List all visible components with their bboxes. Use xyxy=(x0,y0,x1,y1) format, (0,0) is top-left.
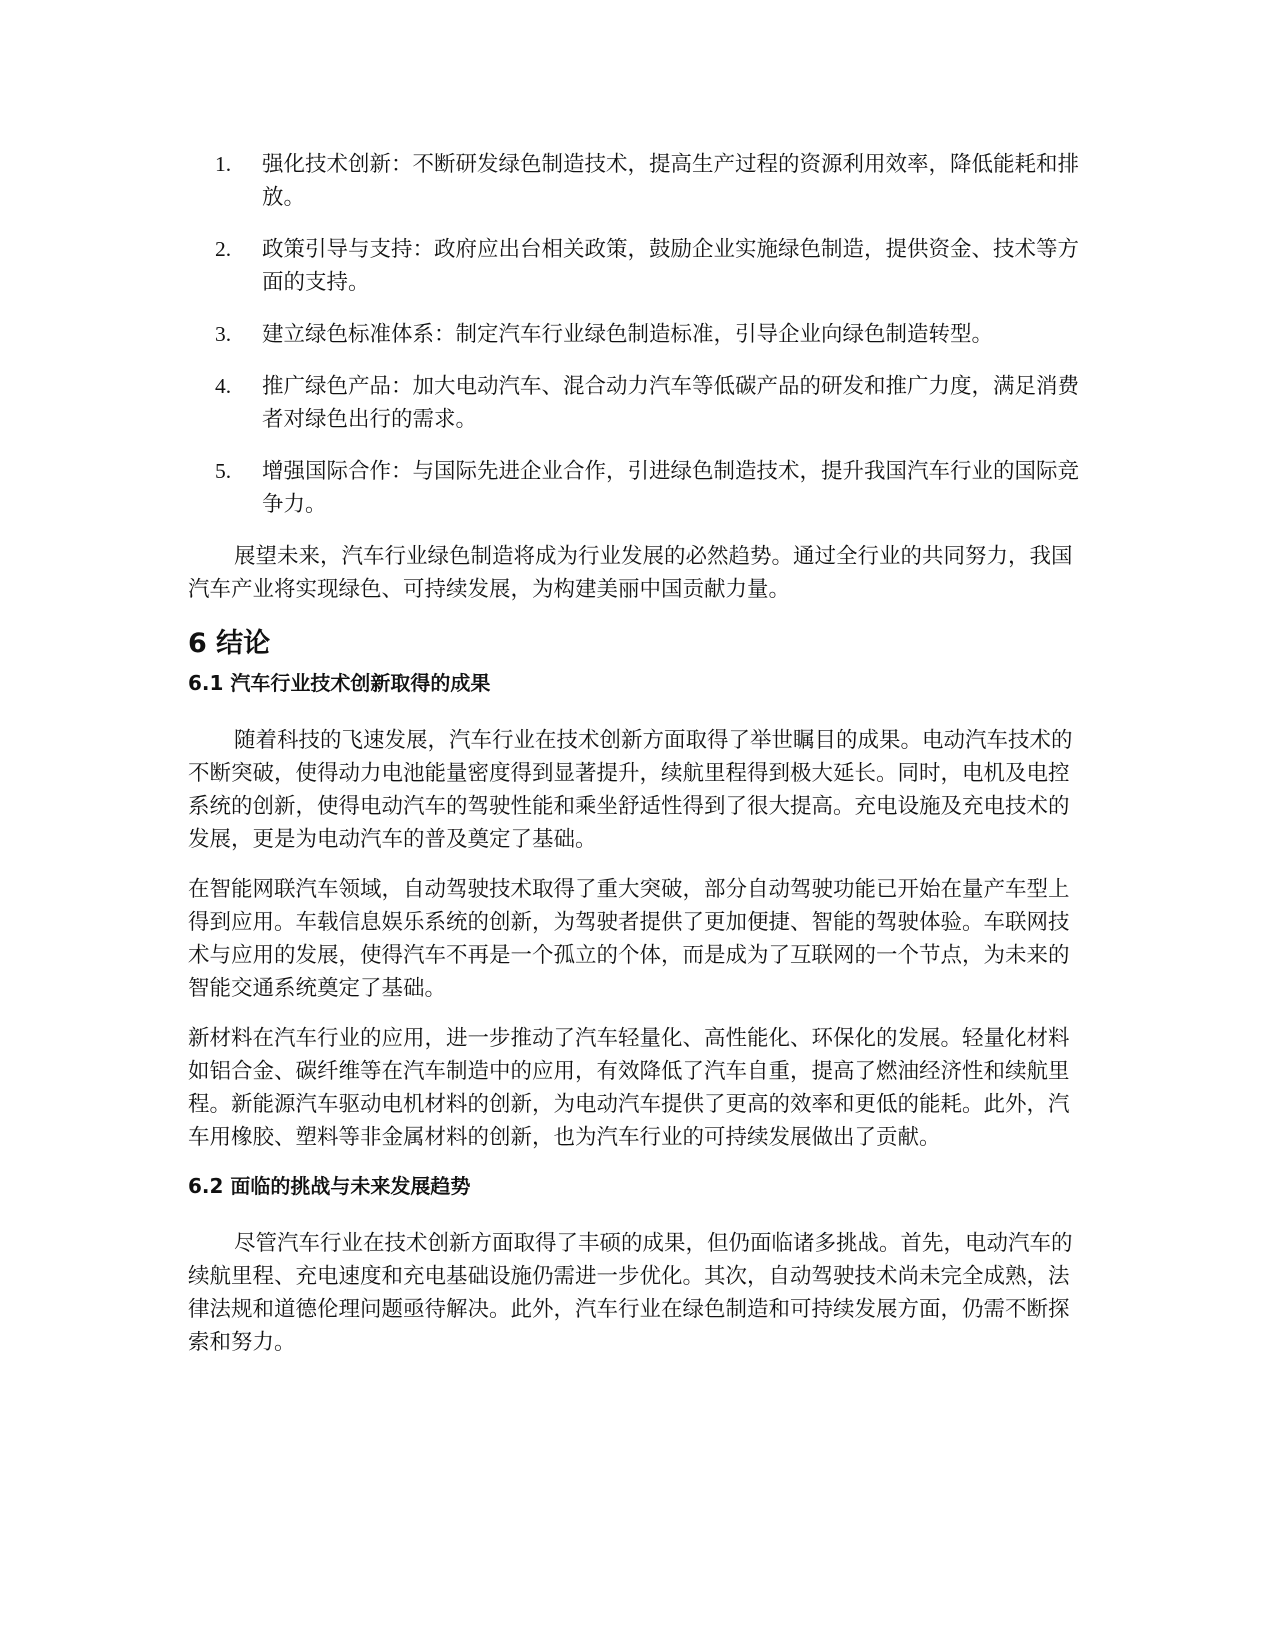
list-text: 增强国际合作：与国际先进企业合作，引进绿色制造技术，提升我国汽车行业的国际竞争力。 xyxy=(262,459,1080,517)
paragraph: 在智能网联汽车领域，自动驾驶技术取得了重大突破，部分自动驾驶功能已开始在量产车型上得到应用。车载信息娱乐系统的创新，为驾驶者提供了更加便捷、智能的驾驶体验。车联网技术与应用的发展，使得汽车不再是一个孤立的个体，而是成为了互联网的一个节点，为未来的智能交通系统奠定了基础。 xyxy=(188,877,1070,1001)
paragraph: 随着科技的飞速发展，汽车行业在技术创新方面取得了举世瞩目的成果。电动汽车技术的不断突破，使得动力电池能量密度得到显著提升，续航里程得到极大延长。同时，电机及电控系统的创新，使得电动汽车的驾驶性能和乘坐舒适性得到了很大提高。充电设施及充电技术的发展，更是为电动汽车的普及奠定了基础。 xyxy=(188,728,1073,852)
paragraph: 新材料在汽车行业的应用，进一步推动了汽车轻量化、高性能化、环保化的发展。轻量化材料如铝合金、碳纤维等在汽车制造中的应用，有效降低了汽车自重，提高了燃油经济性和续航里程。新能源汽车驱动电机材料的创新，为电动汽车提供了更高的效率和更低的能耗。此外，汽车用橡胶、塑料等非金属材料的创新，也为汽车行业的可持续发展做出了贡献。 xyxy=(188,1026,1070,1150)
recommendation-list xyxy=(188,148,1088,521)
list-number: 2. xyxy=(215,237,232,261)
list-number: 1. xyxy=(215,152,232,176)
list-text: 推广绿色产品：加大电动汽车、混合动力汽车等低碳产品的研发和推广力度，满足消费者对绿色出行的需求。 xyxy=(262,374,1080,432)
list-item xyxy=(188,370,1088,436)
list-text: 建立绿色标准体系：制定汽车行业绿色制造标准，引导企业向绿色制造转型。 xyxy=(262,322,994,347)
list-text: 政策引导与支持：政府应出台相关政策，鼓励企业实施绿色制造，提供资金、技术等方面的支持。 xyxy=(262,237,1080,295)
section-title: 6 结论 xyxy=(188,628,271,659)
list-text: 强化技术创新：不断研发绿色制造技术，提高生产过程的资源利用效率，降低能耗和排放。 xyxy=(262,152,1080,210)
list-item xyxy=(188,318,1088,351)
list-number: 3. xyxy=(215,322,232,346)
outlook-paragraph: 展望未来，汽车行业绿色制造将成为行业发展的必然趋势。通过全行业的共同努力，我国汽车产业将实现绿色、可持续发展，为构建美丽中国贡献力量。 xyxy=(188,544,1073,602)
list-item xyxy=(188,233,1088,299)
paragraph: 尽管汽车行业在技术创新方面取得了丰硕的成果，但仍面临诸多挑战。首先，电动汽车的续航里程、充电速度和充电基础设施仍需进一步优化。其次，自动驾驶技术尚未完全成熟，法律法规和道德伦理问题亟待解决。此外，汽车行业在绿色制造和可持续发展方面，仍需不断探索和努力。 xyxy=(188,1231,1073,1355)
list-item xyxy=(188,148,1088,214)
subsection-title-achievements: 6.1 汽车行业技术创新取得的成果 xyxy=(188,671,491,695)
list-number: 5. xyxy=(215,459,232,483)
list-item xyxy=(188,455,1088,521)
document-page xyxy=(188,148,1088,1376)
subsection-title-challenges: 6.2 面临的挑战与未来发展趋势 xyxy=(188,1174,471,1198)
list-number: 4. xyxy=(215,374,232,398)
